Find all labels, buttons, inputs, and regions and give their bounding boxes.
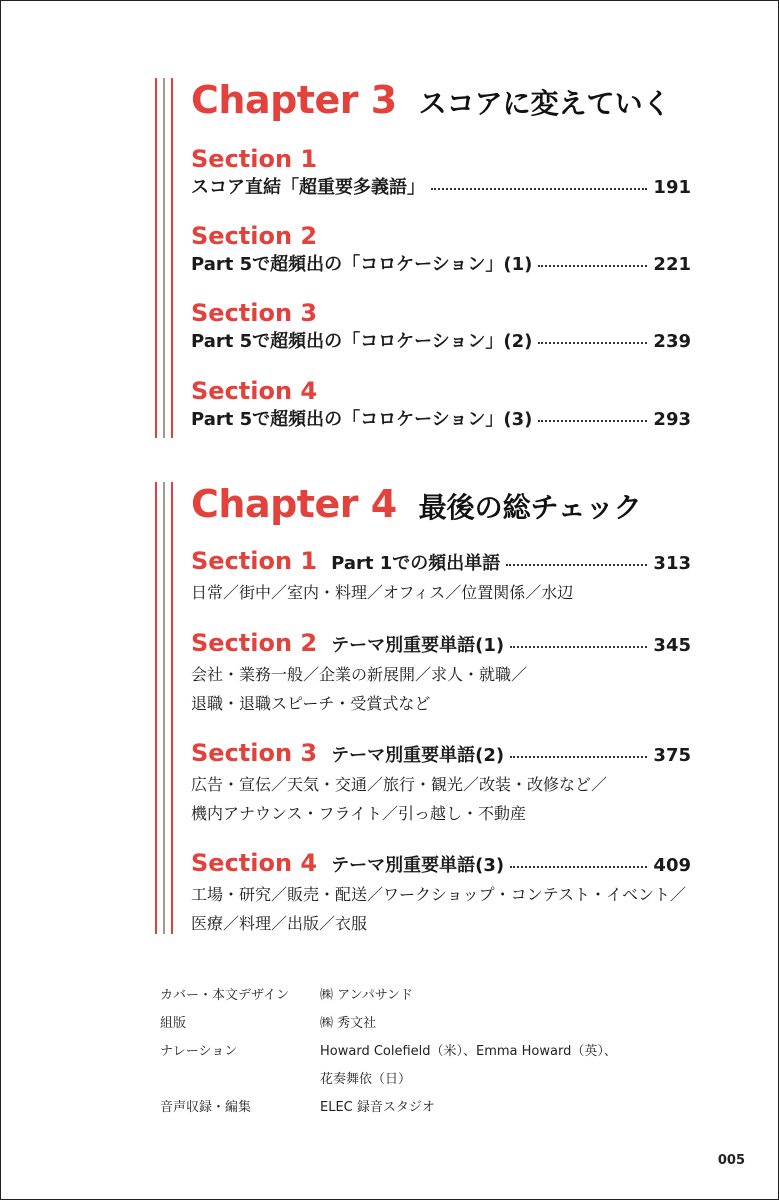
section-topics <box>191 578 691 607</box>
section-topics <box>191 880 691 938</box>
toc-entry <box>191 546 691 576</box>
rule-red-right <box>171 482 173 934</box>
chapter-heading <box>191 78 671 122</box>
credit-row <box>160 1094 617 1122</box>
entry-title: スコア直結「超重要多義語」 <box>191 177 425 198</box>
credit-row <box>160 1010 617 1038</box>
section-label: Section 4 <box>191 849 318 877</box>
section-label: Section 3 <box>191 739 318 767</box>
rule-red-left <box>155 482 157 934</box>
rule-gray <box>163 78 165 438</box>
topic-line: 機内アナウンス・フライト／引っ越し・不動産 <box>191 804 527 823</box>
dot-leader <box>506 564 647 566</box>
topic-line: 日常／街中／室内・料理／オフィス／位置関係／水辺 <box>191 583 574 602</box>
credit-name: Howard Colefield（米）、Emma Howard（英）、 <box>320 1044 617 1059</box>
section-entry[interactable] <box>191 298 691 356</box>
section-entry[interactable] <box>191 221 691 279</box>
chapter-3-block <box>155 78 715 438</box>
credit-role: 組版 <box>160 1016 187 1031</box>
credit-role: 音声収録・編集 <box>160 1100 252 1115</box>
credit-name: 花奏舞依（日） <box>320 1072 412 1087</box>
topic-line: 広告・宣伝／天気・交通／旅行・観光／改装・改修など／ <box>191 775 608 794</box>
folio-page-number: 005 <box>717 1153 745 1168</box>
section-entry[interactable] <box>191 546 691 607</box>
chapter-label: Chapter 3 <box>191 78 397 122</box>
dot-leader <box>510 756 647 758</box>
chapter-title: スコアに変えていく <box>418 87 671 120</box>
page-number: 345 <box>653 635 691 656</box>
entry-title: テーマ別重要単語(2) <box>331 745 505 766</box>
credit-name: ㈱ 秀文社 <box>320 1016 377 1031</box>
credit-row <box>160 1066 617 1094</box>
page-number: 293 <box>653 409 691 430</box>
chapter-title: 最後の総チェック <box>418 491 642 524</box>
dot-leader <box>510 866 647 868</box>
section-entry[interactable] <box>191 848 691 938</box>
rule-gray <box>163 482 165 934</box>
section-entry[interactable] <box>191 376 691 434</box>
toc-entry <box>191 848 691 878</box>
entry-title: Part 5で超頻出の「コロケーション」(1) <box>191 254 533 275</box>
section-label: Section 3 <box>191 299 318 327</box>
toc-entry <box>191 738 691 768</box>
credit-role: カバー・本文デザイン <box>160 988 290 1003</box>
toc-entry <box>191 174 691 202</box>
page-number: 409 <box>653 855 691 876</box>
dot-leader <box>510 646 647 648</box>
entry-title: テーマ別重要単語(1) <box>331 635 505 656</box>
topic-line: 工場・研究／販売・配送／ワークショップ・コンテスト・イベント／ <box>191 885 687 904</box>
topic-line: 医療／料理／出版／衣服 <box>191 914 368 933</box>
toc-entry <box>191 328 691 356</box>
section-label: Section 4 <box>191 377 318 405</box>
chapter-label: Chapter 4 <box>191 482 397 526</box>
section-entry[interactable] <box>191 628 691 718</box>
topic-line: 会社・業務一般／企業の新展開／求人・就職／ <box>191 665 528 684</box>
entry-title: テーマ別重要単語(3) <box>331 855 505 876</box>
rule-red-right <box>171 78 173 438</box>
rule-red-left <box>155 78 157 438</box>
dot-leader <box>538 420 647 422</box>
page-number: 239 <box>653 331 691 352</box>
credit-row <box>160 1038 617 1066</box>
section-entry[interactable] <box>191 738 691 828</box>
dot-leader <box>431 188 647 190</box>
entry-title: Part 5で超頻出の「コロケーション」(2) <box>191 331 533 352</box>
credit-role: ナレーション <box>160 1044 238 1059</box>
page-number: 221 <box>653 254 691 275</box>
section-label: Section 1 <box>191 145 318 173</box>
toc-entry <box>191 628 691 658</box>
topic-line: 退職・退職スピーチ・受賞式など <box>191 694 431 713</box>
section-entry[interactable] <box>191 144 691 202</box>
entry-title: Part 5で超頻出の「コロケーション」(3) <box>191 409 533 430</box>
credit-name: ELEC 録音スタジオ <box>320 1100 435 1115</box>
section-label: Section 1 <box>191 547 318 575</box>
page-number: 375 <box>653 745 691 766</box>
entry-title: Part 1での頻出単語 <box>331 553 501 574</box>
dot-leader <box>538 342 647 344</box>
section-topics <box>191 770 691 828</box>
credits-block <box>160 982 617 1122</box>
section-label: Section 2 <box>191 629 318 657</box>
credit-row <box>160 982 617 1010</box>
toc-entry <box>191 406 691 434</box>
credit-role <box>160 1066 320 1094</box>
section-label: Section 2 <box>191 222 318 250</box>
page-number: 313 <box>653 553 691 574</box>
credit-name: ㈱ アンパサンド <box>320 988 414 1003</box>
chapter-heading <box>191 482 642 526</box>
page-number: 191 <box>653 177 691 198</box>
section-topics <box>191 660 691 718</box>
dot-leader <box>538 265 647 267</box>
toc-entry <box>191 251 691 279</box>
chapter-4-block <box>155 482 715 934</box>
